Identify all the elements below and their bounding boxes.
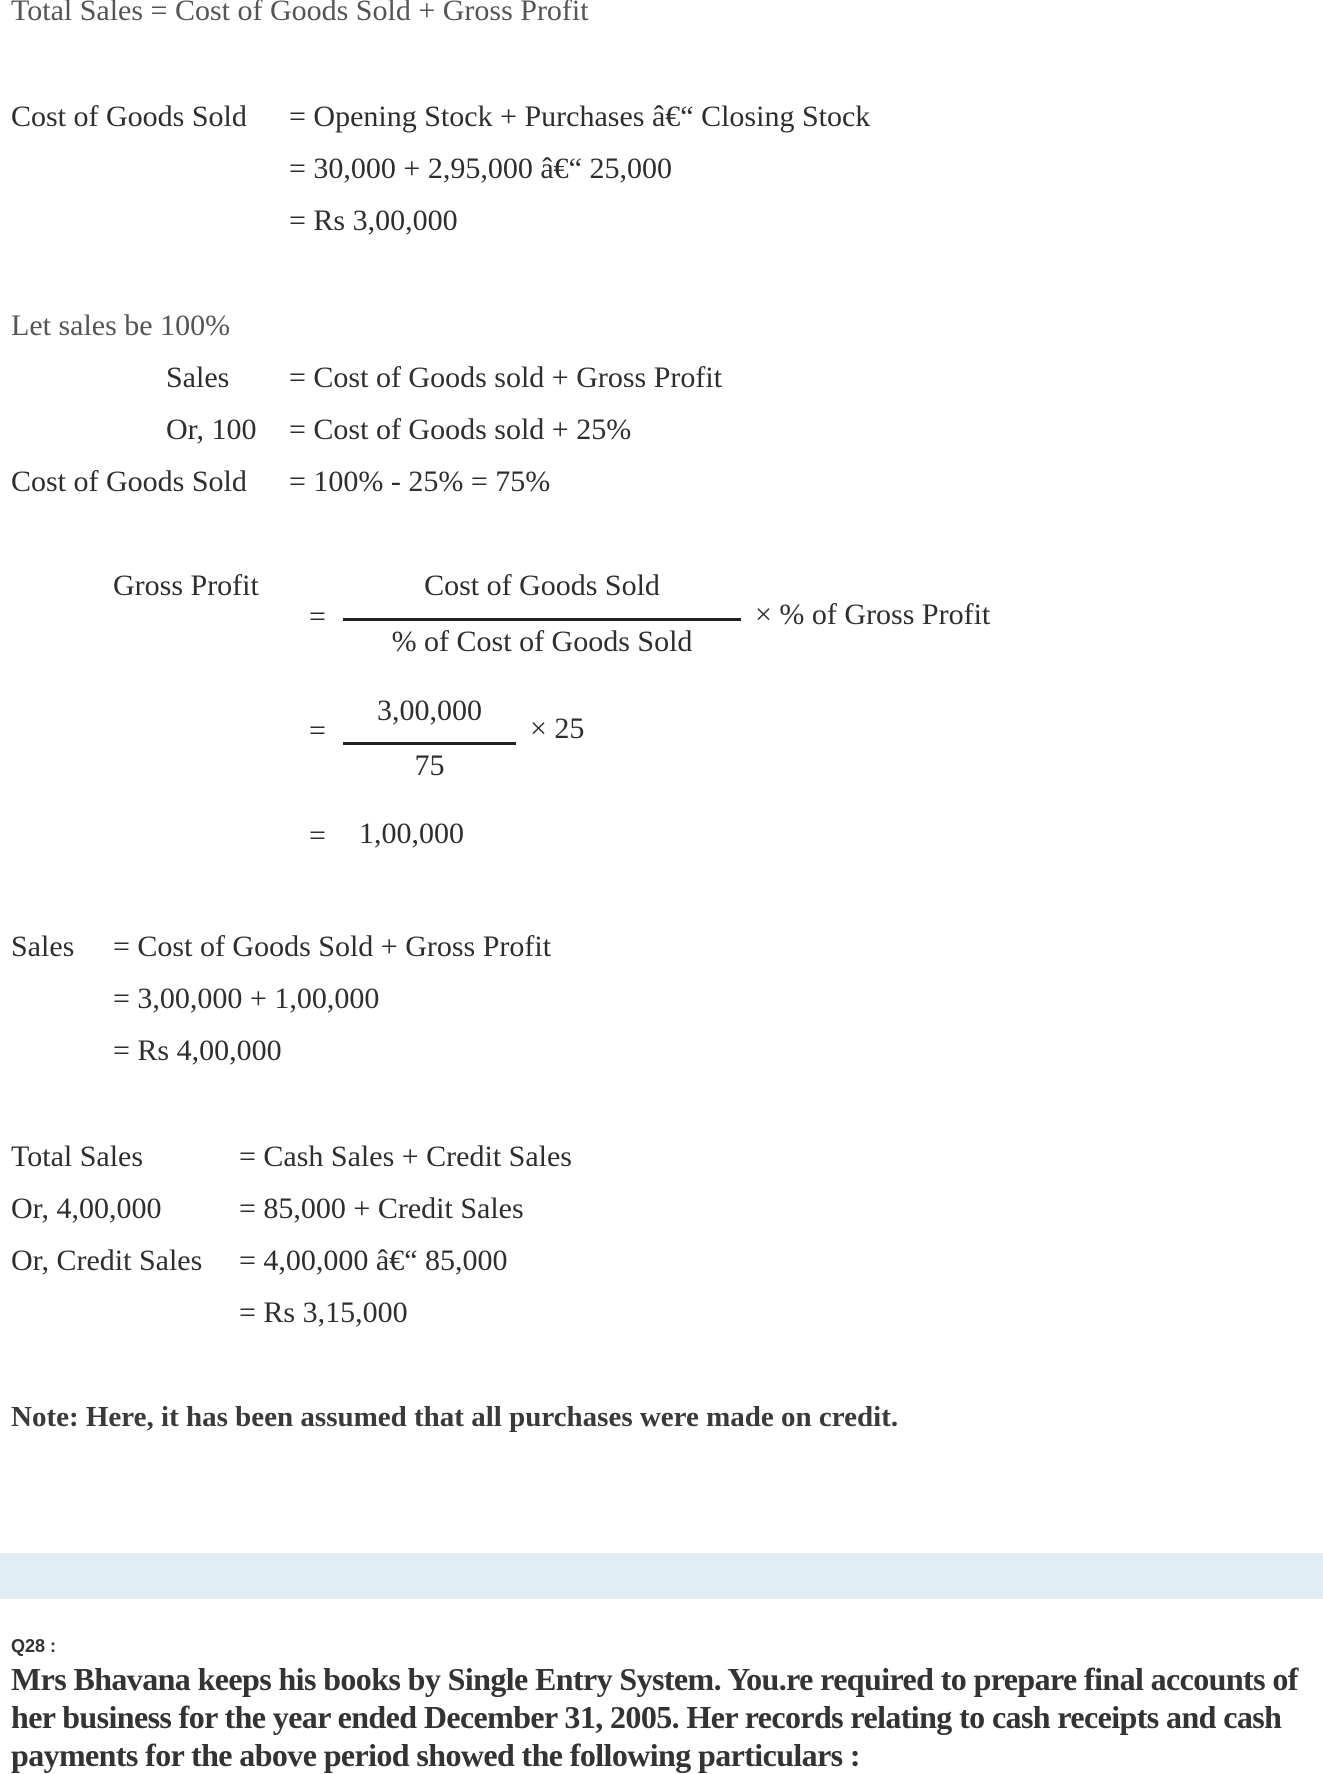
sales-label: Sales bbox=[11, 930, 75, 963]
total-sales-label: Total Sales bbox=[11, 1140, 144, 1173]
or-total-label: Or, 4,00,000 bbox=[11, 1192, 162, 1225]
total-sales-definition: Total Sales = Cost of Goods Sold + Gross Profit bbox=[11, 0, 589, 27]
cogs-label: Cost of Goods Sold bbox=[11, 100, 247, 133]
or-100-label: Or, 100 bbox=[166, 413, 257, 446]
sales-formula: = Cost of Goods sold + Gross Profit bbox=[289, 361, 723, 394]
gross-profit-result: 1,00,000 bbox=[359, 817, 464, 850]
equals-sign: = bbox=[309, 819, 326, 852]
gross-profit-label: Gross Profit bbox=[113, 569, 259, 602]
fraction-bar bbox=[343, 742, 516, 745]
credit-sales-result: = Rs 3,15,000 bbox=[239, 1296, 408, 1329]
fraction-numerator: Cost of Goods Sold bbox=[424, 569, 660, 602]
equals-sign: = bbox=[309, 600, 326, 633]
cogs-result: = Rs 3,00,000 bbox=[289, 204, 458, 237]
sales-result: = Rs 4,00,000 bbox=[113, 1034, 282, 1067]
or-100-formula: = Cost of Goods sold + 25% bbox=[289, 413, 632, 446]
total-sales-formula: = Cash Sales + Credit Sales bbox=[239, 1140, 572, 1173]
fraction-denominator: 75 bbox=[414, 749, 445, 782]
fraction-multiplier: × 25 bbox=[530, 712, 585, 745]
fraction-bar bbox=[343, 618, 741, 621]
let-sales-statement: Let sales be 100% bbox=[11, 309, 231, 342]
sales-substitution: = 3,00,000 + 1,00,000 bbox=[113, 982, 380, 1015]
fraction-numerator: 3,00,000 bbox=[377, 694, 482, 727]
credit-sales-label: Or, Credit Sales bbox=[11, 1244, 203, 1277]
sales-label: Sales bbox=[166, 361, 230, 394]
cogs-percent-result: = 100% - 25% = 75% bbox=[289, 465, 551, 498]
fraction-denominator: % of Cost of Goods Sold bbox=[391, 625, 693, 658]
note: Note: Here, it has been assumed that all purchases were made on credit. bbox=[11, 1401, 899, 1433]
fraction-multiplier: × % of Gross Profit bbox=[755, 598, 991, 631]
equals-sign: = bbox=[309, 714, 326, 747]
question-number: Q28 : bbox=[11, 1636, 57, 1656]
question-text: Mrs Bhavana keeps his books by Single Entry System. You.re required to prepare final accounts of her business for the year ended December 31, 2005. Her records relating to cash receipts and cash payments for the above period showed the following particulars : bbox=[11, 1661, 1298, 1773]
total-sales-substitution: = 85,000 + Credit Sales bbox=[239, 1192, 524, 1225]
credit-sales-formula: = 4,00,000 â€“ 85,000 bbox=[239, 1244, 508, 1277]
cogs-formula: = Opening Stock + Purchases â€“ Closing Stock bbox=[289, 100, 871, 133]
cogs-percent-label: Cost of Goods Sold bbox=[11, 465, 247, 498]
section-divider-band bbox=[0, 1553, 1323, 1599]
cogs-substitution: = 30,000 + 2,95,000 â€“ 25,000 bbox=[289, 152, 672, 185]
sales-formula: = Cost of Goods Sold + Gross Profit bbox=[113, 930, 552, 963]
